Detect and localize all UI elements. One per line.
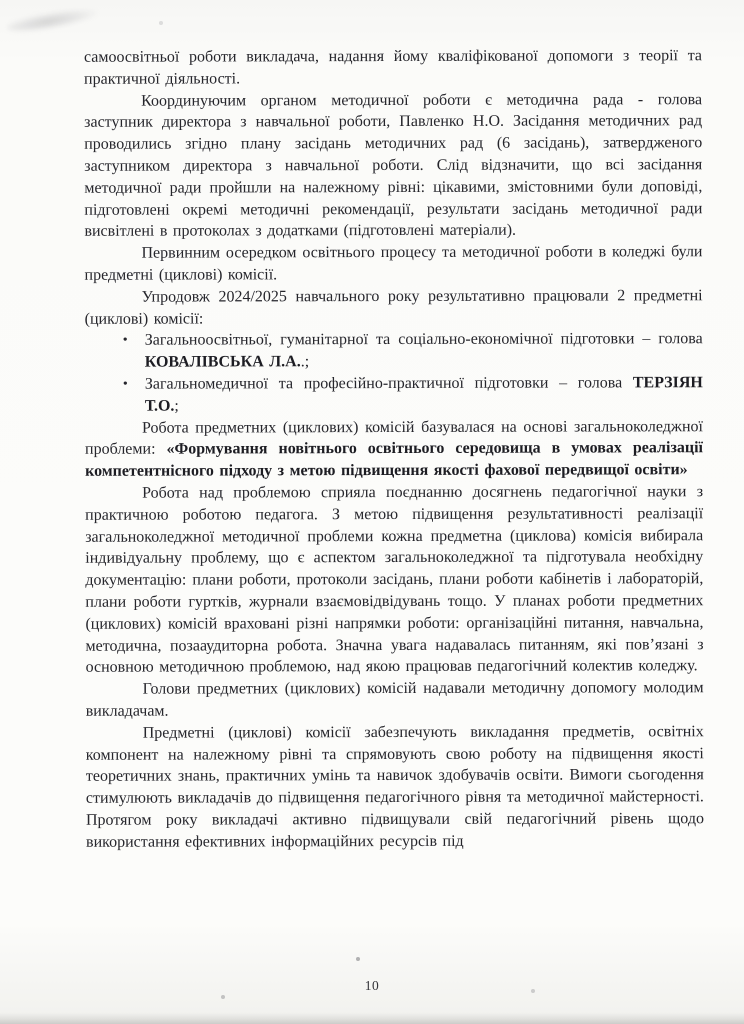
commission-list	[85, 329, 703, 418]
problem-lead-text: Робота предметних (циклових) комісій базувалася на основі загальноколеджної проблеми:	[84, 417, 703, 459]
scan-bottom-edge	[0, 1012, 744, 1024]
paragraph-primary-cell: Первинним осередком освітнього процесу та методичної роботи в коледжі були предметні (циклові) комісії.	[84, 243, 703, 284]
page-text-block	[84, 45, 704, 853]
bullet-icon: •	[122, 333, 128, 349]
paragraph-methodical-council: Координуючим органом методичної роботи є методична рада - голова заступник директора з навчальної роботи, Павленко Н.О. Засідання методичних рад проводились згідно плану засідань методичних рад (6 засідань), затвердженого заступником директора з навчальної роботи. Слід відзначити, що всі засідання методичної ради пройшли на належному рівні: цікавими, змістовними були доповіді, підготовлені окремі методичні рекомендації, результати засідань методичної ради висвітлені в протоколах з додатками (підготовлені матеріали).	[84, 90, 703, 241]
scan-specks	[0, 0, 2, 2]
list-item-text: Загальномедичної та професійно-практичної підготовки – голова	[144, 374, 633, 393]
paragraph-commissions-count: Упродовж 2024/2025 навчального року результативно працювали 2 предметні (циклові) комісії:	[84, 286, 703, 328]
list-item-tail: .;	[300, 353, 310, 371]
paragraph-problem-work: Робота над проблемою сприяла поєднанню досягнень педагогічної науки з практичною роботою педагога. З метою підвищення результативності реалізації загальноколеджної методичної проблеми кожна предметна (циклова) комісія вибирала індивідуальну проблему, що є аспектом загальноколеджної та підготувала необхідну документацію: плани роботи, протоколи засідань, плани роботи кабінетів і лабораторій, плани роботи гуртків, журнали взаємовідвідувань тощо. У планах роботи предметних (циклових) комісій враховані різні напрямки роботи: організаційні питання, навчальна, методична, позааудиторна робота. Значна увага надавалась питанням, які пов’язані з основною методичною проблемою, над якою працював педагогічний колектив коледжу.	[85, 483, 704, 677]
scan-smudge-artifact	[5, 4, 98, 36]
page-number: 10	[364, 978, 380, 993]
paragraph-self-education: самоосвітньої роботи викладача, надання йому кваліфікованої допомоги з теорії та практичної діяльності.	[83, 47, 702, 88]
list-item-tail: ;	[174, 397, 179, 415]
paragraph-teaching-quality: Предметні (циклові) комісії забезпечують викладання предметів, освітніх компонент на належному рівні та спрямовують свою роботу на підвищення якості теоретичних знань, практичних умінь та навичок здобувачів освіти. Вимоги сьогодення стимулюють викладачів до підвищення педагогічного рівня та методичної майстерності. Протягом року викладачі активно підвищували свій педагогічний рівень щодо використання ефективних інформаційних ресурсів під	[85, 722, 704, 851]
paragraph-chairs-help: Голови предметних (циклових) комісій надавали методичну допомогу молодим викладачам.	[85, 679, 704, 720]
bullet-icon: •	[122, 376, 128, 392]
list-item-general-medical	[85, 372, 703, 417]
list-item-text: Загальноосвітньої, гуманітарної та соціально-економічної підготовки – голова	[144, 330, 703, 350]
chair-name-terziyan: ТЕРЗІЯН Т.О.	[144, 374, 703, 415]
problem-title: «Формування новітнього освітнього середовища в умовах реалізації компетентнісного підходу з метою підвищення якості фахової передвищої освіти»	[85, 439, 704, 480]
paragraph-college-problem	[85, 416, 703, 483]
list-item-general-education	[85, 329, 703, 374]
chair-name-kovalivska: КОВАЛІВСЬКА Л.А.	[144, 353, 301, 371]
